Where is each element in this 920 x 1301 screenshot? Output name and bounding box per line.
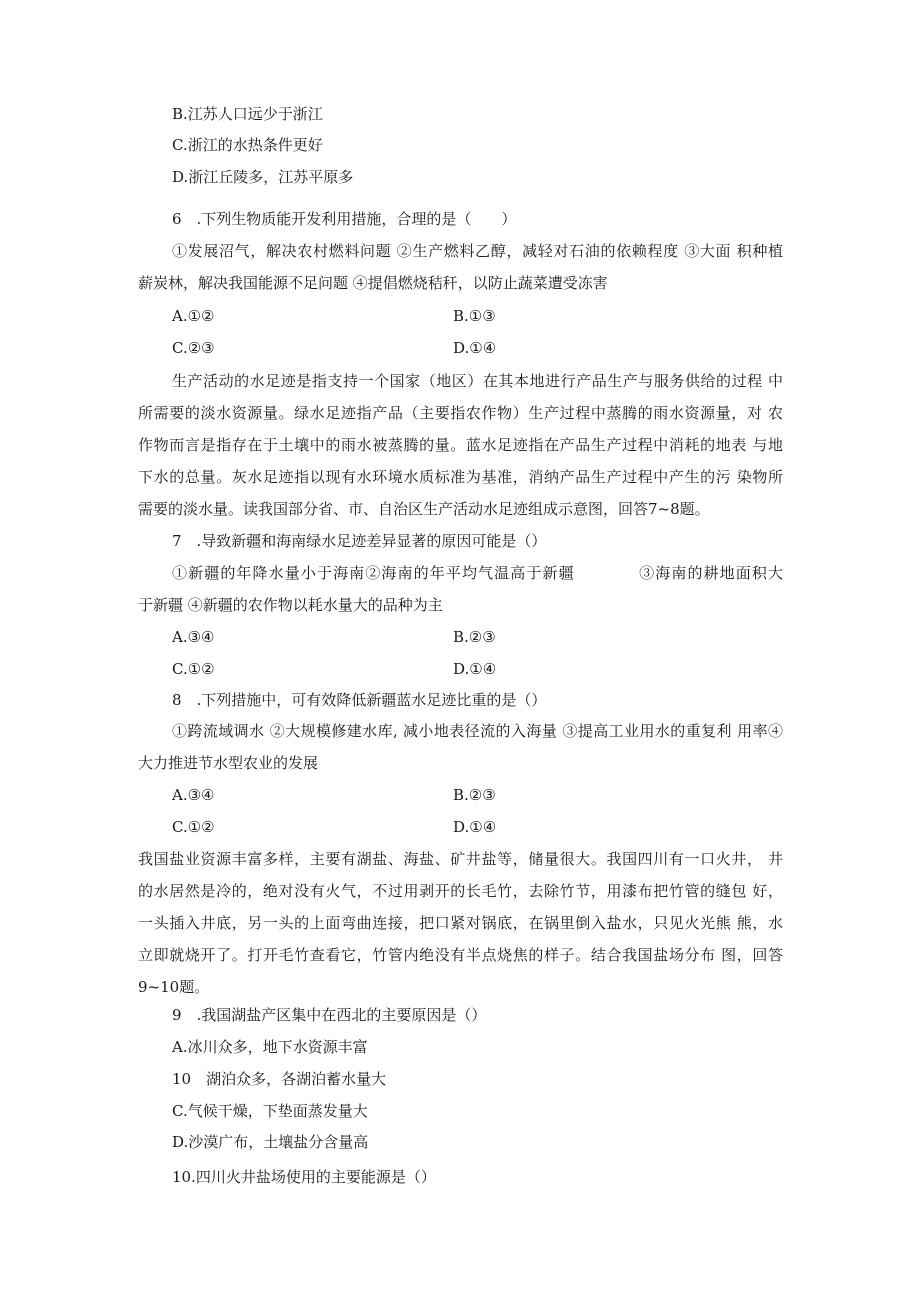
passage-salt-line3: 一头插入井底，另一头的上面弯曲连接，把口紧对锅底，在锅里倒入盐水，只见火光熊 熊，水	[138, 914, 783, 932]
passage-water-line4: 下水的总量。灰水足迹指以现有水环境水质标准为基准，消纳产品生产过程中产生的污 染物所	[138, 468, 783, 486]
q6-option-d: D.①④	[453, 339, 497, 357]
q6-items-line1: ①发展沼气，解决农村燃料问题 ②生产燃料乙醇，减轻对石油的依赖程度 ③大面 积种植	[172, 242, 783, 260]
passage-water-line3: 作物而言是指存在于土壤中的雨水被蒸腾的量。蓝水足迹指在产品生产过程中消耗的地表 与地	[138, 436, 783, 454]
q5-option-c: C.浙江的水热条件更好	[172, 136, 323, 154]
q6-option-c: C.②③	[172, 339, 215, 357]
q6-option-a: A.①②	[172, 307, 215, 325]
q7-option-b: B.②③	[453, 628, 496, 646]
passage-salt-line2: 的水居然是冷的，绝对没有火气，不过用剥开的长毛竹，去除竹节，用漆布把竹管的缝包 好，	[138, 882, 783, 900]
q10-stem: 10.四川火井盐场使用的主要能源是（）	[172, 1168, 436, 1186]
q7-items-line1: ①新疆的年降水量小于海南②海南的年平均气温高于新疆 ③海南的耕地面积大	[172, 564, 783, 582]
q7-stem: 7 .导致新疆和海南绿水足迹差异显著的原因可能是（）	[172, 532, 547, 550]
q5-option-b: B.江苏人口远少于浙江	[172, 105, 323, 123]
q8-items-line2: 大力推进节水型农业的发展	[138, 754, 319, 772]
passage-water-line2: 所需要的淡水资源量。绿水足迹指产品（主要指农作物）生产过程中蒸腾的雨水资源量，对 农	[138, 404, 783, 422]
q8-option-d: D.①④	[453, 818, 497, 836]
passage-water-line5: 需要的淡水量。读我国部分省、市、自治区生产活动水足迹组成示意图，回答7~8题。	[138, 500, 710, 518]
q6-option-b: B.①③	[453, 307, 496, 325]
passage-salt-line4: 立即就烧开了。打开毛竹查看它，竹管内绝没有半点烧焦的样子。结合我国盐场分布 图，回答	[138, 946, 783, 964]
q6-stem: 6 .下列生物质能开发利用措施，合理的是（ ）	[172, 210, 517, 228]
q9-option-b: 10 湖泊众多，各湖泊蓄水量大	[172, 1070, 387, 1088]
passage-salt-line5: 9~10题。	[138, 978, 210, 996]
q9-option-d: D.沙漠广布，土壤盐分含量高	[172, 1133, 369, 1151]
q7-option-c: C.①②	[172, 660, 215, 678]
q8-option-a: A.③④	[172, 786, 215, 804]
q9-option-a: A.冰川众多，地下水资源丰富	[172, 1038, 368, 1056]
q7-option-a: A.③④	[172, 628, 215, 646]
q7-option-d: D.①④	[453, 660, 497, 678]
q8-option-c: C.①②	[172, 818, 215, 836]
q5-option-d: D.浙江丘陵多，江苏平原多	[172, 168, 354, 186]
q8-option-b: B.②③	[453, 786, 496, 804]
q7-items-line2: 于新疆 ④新疆的农作物以耗水量大的品种为主	[138, 596, 443, 614]
q9-stem: 9 .我国湖盐产区集中在西北的主要原因是（）	[172, 1006, 487, 1024]
q9-option-c: C.气候干燥，下垫面蒸发量大	[172, 1102, 368, 1120]
q8-items-line1: ①跨流域调水 ②大规模修建水库, 减小地表径流的入海量 ③提高工业用水的重复利 用率④	[172, 722, 783, 740]
q8-stem: 8 .下列措施中，可有效降低新疆蓝水足迹比重的是（）	[172, 691, 547, 709]
passage-water-line1: 生产活动的水足迹是指支持一个国家（地区）在其本地进行产品生产与服务供给的过程 中	[172, 372, 783, 390]
passage-salt-line1: 我国盐业资源丰富多样，主要有湖盐、海盐、矿井盐等，储量很大。我国四川有一口火井， 井	[138, 850, 783, 868]
q6-items-line2: 薪炭林，解决我国能源不足问题 ④提倡燃烧秸秆，以防止蔬菜遭受冻害	[138, 274, 608, 292]
